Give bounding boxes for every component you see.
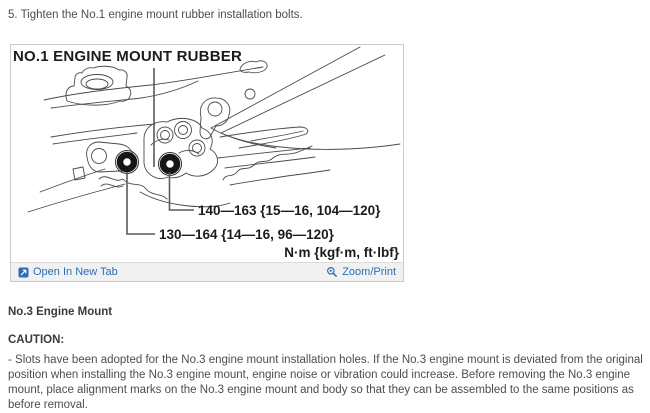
boss-hole-2-inner [179, 126, 188, 135]
torque-lower-label: 130—164 {14—16, 96—120} [159, 227, 334, 242]
boss-hole-3-inner [193, 144, 202, 153]
boss-hole-3 [189, 140, 205, 156]
boss-hole-1 [157, 127, 173, 143]
engine-mount-diagram [11, 45, 403, 262]
figure-title: NO.1 ENGINE MOUNT RUBBER [13, 48, 242, 65]
boss-hole-1-inner [161, 131, 170, 140]
torque-units-label: N·m {kgf·m, ft·lbf} [284, 245, 399, 260]
mount-cap-inner-ring [86, 79, 108, 89]
magnifier-icon [326, 266, 338, 278]
mount-cap-ring [81, 75, 113, 90]
small-hole [245, 89, 255, 99]
lower-torque-leader [127, 172, 155, 234]
open-in-new-tab-icon [18, 267, 29, 278]
left-arm-hole [92, 149, 107, 164]
frame-rail-edge-2 [221, 55, 385, 133]
section-heading-no3-engine-mount: No.3 Engine Mount [8, 306, 113, 318]
lower-arm-line-2 [28, 184, 125, 212]
torque-upper-label: 140—163 {15—16, 104—120} [198, 203, 381, 218]
caution-heading: CAUTION: [8, 334, 65, 346]
figure-toolbar [11, 262, 403, 281]
subframe-line-1 [51, 124, 155, 137]
mount-cap-outline [66, 66, 131, 105]
engine-line-2 [225, 157, 315, 168]
right-bolt [163, 157, 177, 171]
zoom-print-link[interactable] [326, 266, 396, 278]
lower-arm-line-1 [40, 169, 105, 192]
left-bolt [120, 155, 134, 169]
figure-panel [10, 44, 404, 282]
step-instruction: 5. Tighten the No.1 engine mount rubber installation bolts. [8, 9, 303, 21]
upper-bracket-hole [208, 102, 222, 116]
frame-rail-bottom [211, 128, 400, 149]
bracket-arm-inner [251, 131, 303, 141]
zoom-print-label: Zoom/Print [342, 266, 396, 278]
caution-paragraph: - Slots have been adopted for the No.3 engine mount installation holes. If the No.3 engine mount is deviated from the original position when installing the No.3 engine mount, engine noise or vibration could increase. Before removing the No.3 engine mount, place alignment marks on the No.3 engine mount and body so that they can be assembled to the same positions as before removal. [8, 354, 643, 411]
upper-bracket [200, 98, 230, 139]
boss-hole-2 [175, 122, 192, 139]
open-in-new-tab-link[interactable] [18, 266, 118, 278]
mount-body [144, 118, 218, 178]
pan-lower-edge [230, 170, 330, 185]
open-in-new-tab-label: Open In New Tab [33, 266, 118, 278]
